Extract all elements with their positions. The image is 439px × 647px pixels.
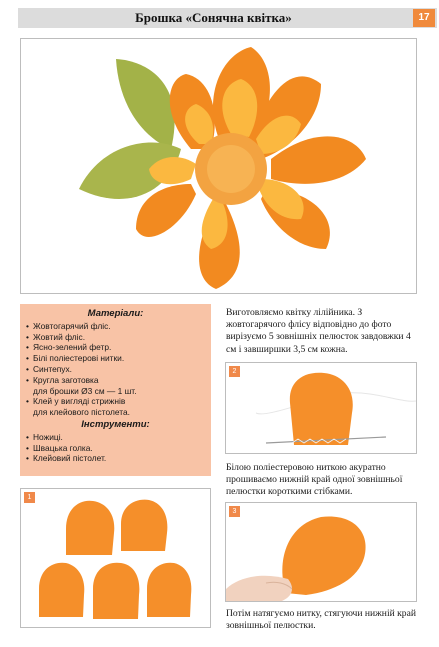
page-number: 17 <box>413 9 435 27</box>
list-item: • Клейовий пістолет. <box>26 453 205 464</box>
list-item: • Жовтий фліс. <box>26 332 205 343</box>
materials-box <box>20 304 211 476</box>
list-item: • Кругла заготовка для брошки Ø3 см — 1 шт. <box>26 375 205 397</box>
tools-list <box>26 432 205 464</box>
list-item: • Клей у вигляді стрижнів для клейового пістолета. <box>26 396 205 418</box>
list-item: • Ножиці. <box>26 432 205 443</box>
list-item: • Білі поліестерові нитки. <box>26 353 205 364</box>
list-item: • Ясно-зелений фетр. <box>26 342 205 353</box>
step-2-caption: Білою поліестеровою ниткою акуратно прошиваємо нижній край одної зовнішньої пелюстки короткими стібками. <box>226 462 403 498</box>
materials-title: Матеріали: <box>87 308 144 319</box>
step-3-photo <box>225 502 417 602</box>
intro-paragraph: Виготовляємо квітку лілійника. З жовтогарячого флісу відповідно до фото вирізуємо 5 зовнішніх пелюсток завдовжки 4 см і завширшки 3,5 см кожна. <box>226 307 411 355</box>
list-item: • Швацька голка. <box>26 443 205 454</box>
step-2-photo <box>225 362 417 454</box>
page-title: Брошка «Сонячна квітка» <box>135 10 292 25</box>
materials-list <box>26 321 205 418</box>
step-3-caption: Потім натягуємо нитку, стягуючи нижній край зовнішньої пелюстки. <box>226 608 416 632</box>
page-header <box>18 8 437 28</box>
list-item: • Жовтогарячий фліс. <box>26 321 205 332</box>
tools-title: Інструменти: <box>81 418 150 430</box>
step-2-badge: 2 <box>229 366 240 377</box>
step-3-badge: 3 <box>229 506 240 517</box>
brooch-photo <box>20 38 417 294</box>
step-1-photo <box>20 488 211 628</box>
list-item: • Синтепух. <box>26 364 205 375</box>
step-1-badge: 1 <box>24 492 35 503</box>
